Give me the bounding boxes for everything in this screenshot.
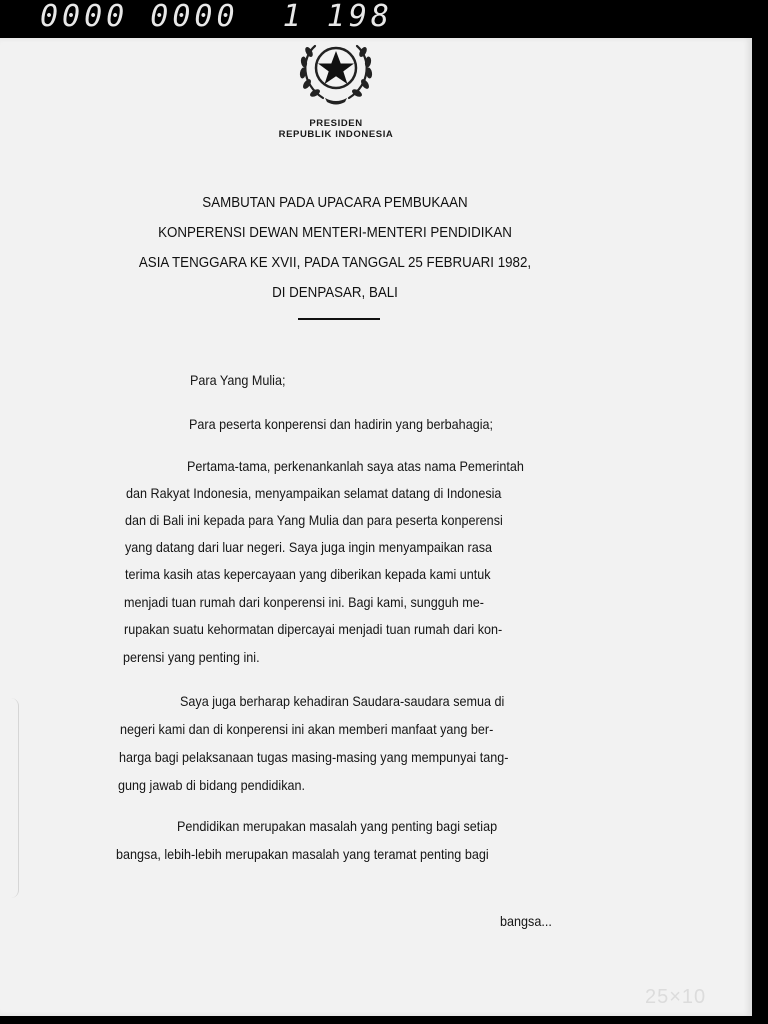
paragraph-line: yang datang dari luar negeri. Saya juga ingin menyampaikan rasa — [125, 539, 493, 555]
page-continuation-catchword: bangsa... — [500, 913, 552, 929]
paragraph-line: gung jawab di bidang pendidikan. — [118, 777, 306, 793]
document-title — [119, 188, 551, 308]
paragraph-line: rupakan suatu kehormatan dipercayai menjadi tuan rumah dari kon- — [124, 621, 503, 637]
paragraph-line: Pertama-tama, perkenankanlah saya atas nama Pemerintah — [187, 458, 524, 474]
letterhead-line-republik: REPUBLIK INDONESIA — [278, 129, 394, 140]
paragraph-line: dan Rakyat Indonesia, menyampaikan selamat datang di Indonesia — [126, 485, 502, 501]
title-line: ASIA TENGGARA KE XVII, PADA TANGGAL 25 FEBRUARI 1982, — [138, 255, 532, 271]
greeting-line: Para Yang Mulia; — [190, 372, 286, 388]
title-line: KONPERENSI DEWAN MENTERI-MENTERI PENDIDIKAN — [158, 225, 512, 241]
garuda-star-wreath-emblem-icon — [293, 38, 379, 108]
paragraph-line: terima kasih atas kepercayaan yang diberikan kepada kami untuk — [125, 566, 491, 582]
letterhead-line-presiden: PRESIDEN — [309, 118, 363, 129]
page-edge-shadow — [0, 698, 19, 898]
paragraph-line: negeri kami dan di konperensi ini akan memberi manfaat yang ber- — [120, 721, 494, 737]
document-page — [0, 38, 752, 1016]
title-underline-divider — [298, 318, 380, 320]
paragraph-line: dan di Bali ini kepada para Yang Mulia dan para peserta konperensi — [125, 512, 503, 528]
letterhead — [236, 118, 436, 140]
title-line: DI DENPASAR, BALI — [272, 285, 398, 301]
archive-corner-mark: 25×10 — [645, 986, 707, 1008]
paragraph-line: harga bagi pelaksanaan tugas masing-masing yang mempunyai tang- — [119, 749, 509, 765]
film-frame-counter: 0000 0000 1 198 — [40, 0, 393, 34]
paragraph-line: perensi yang penting ini. — [123, 649, 260, 665]
paragraph-line: Pendidikan merupakan masalah yang penting bagi setiap — [177, 818, 498, 834]
paragraph-line: menjadi tuan rumah dari konperensi ini. Bagi kami, sungguh me- — [124, 594, 484, 610]
paragraph-line: Saya juga berharap kehadiran Saudara-saudara semua di — [180, 693, 505, 709]
greeting-line: Para peserta konperensi dan hadirin yang berbahagia; — [189, 416, 494, 432]
paragraph-line: bangsa, lebih-lebih merupakan masalah yang teramat penting bagi — [116, 846, 489, 862]
title-line: SAMBUTAN PADA UPACARA PEMBUKAAN — [202, 195, 468, 211]
